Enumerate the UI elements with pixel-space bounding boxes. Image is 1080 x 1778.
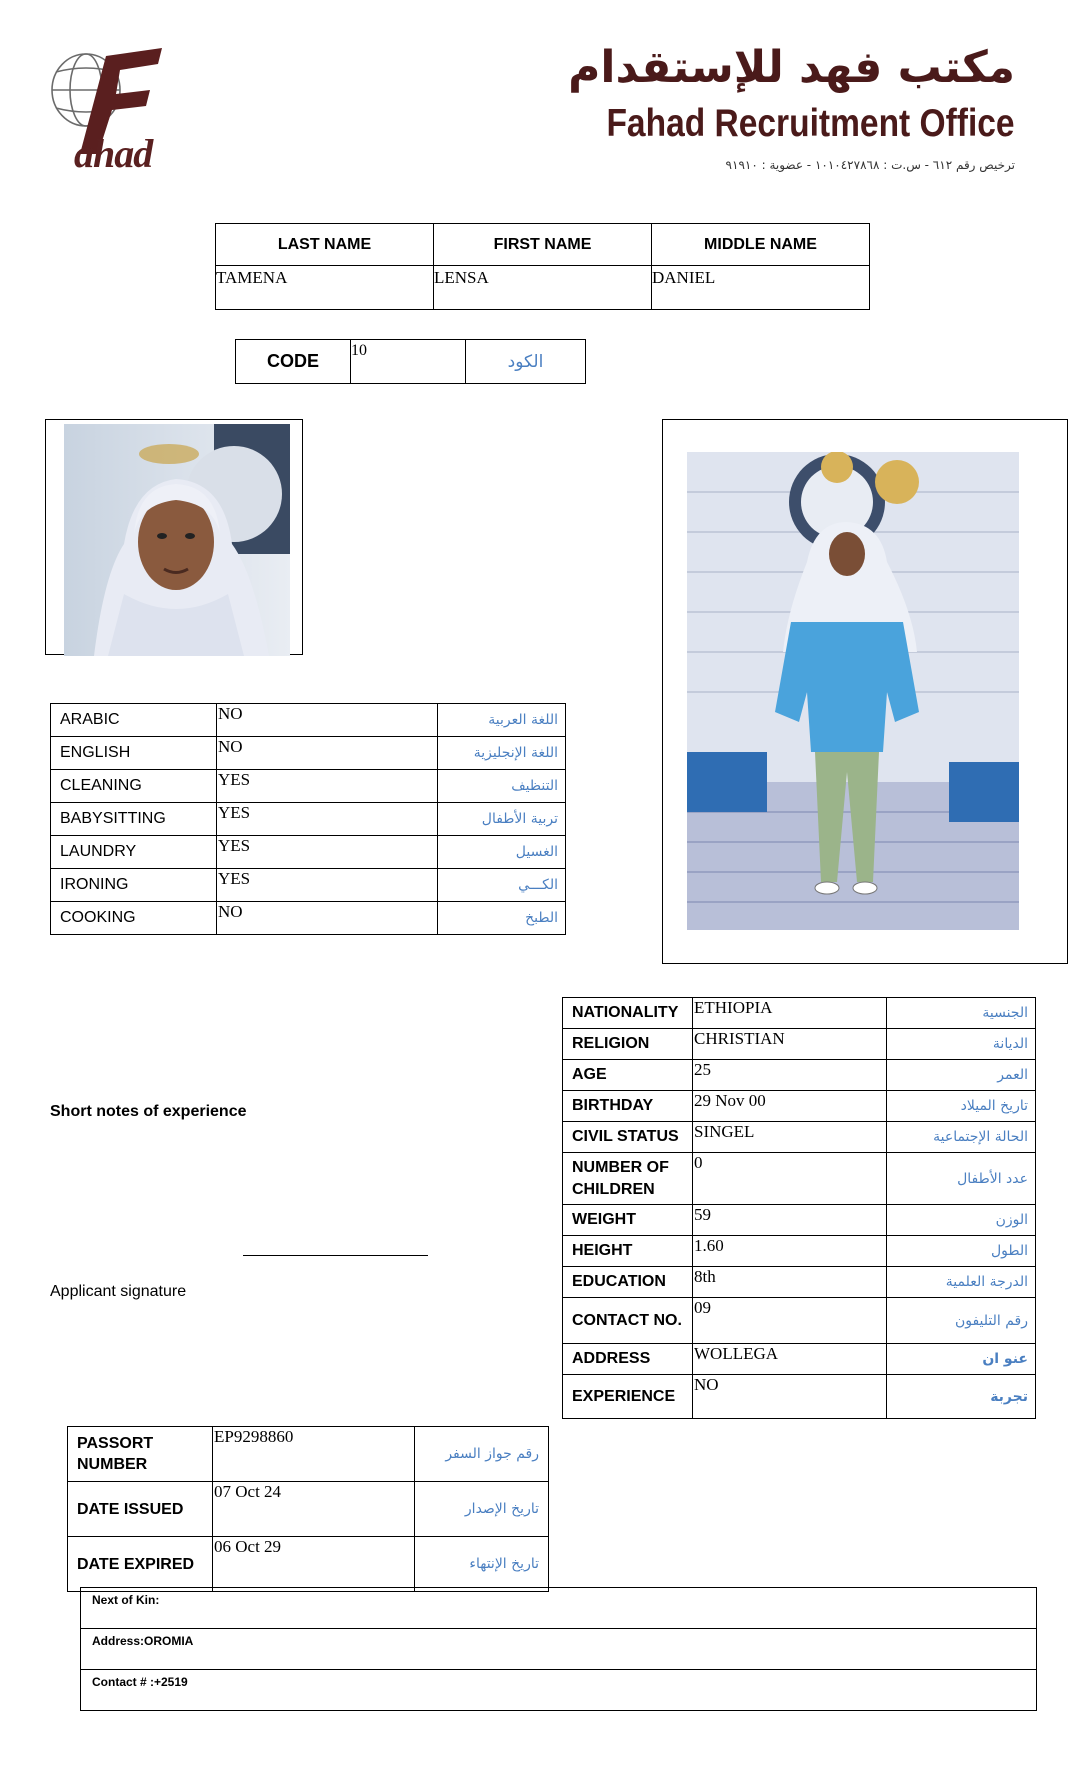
table-row	[81, 1670, 1037, 1711]
skill-label: LAUNDRY	[51, 836, 217, 869]
skill-label: ENGLISH	[51, 737, 217, 770]
info-label-arabic: عنو ان	[887, 1344, 1036, 1375]
passport-label-arabic: تاريخ الإنتهاء	[415, 1537, 549, 1592]
table-row	[51, 902, 566, 935]
info-label: NATIONALITY	[563, 998, 693, 1029]
code-label-arabic: الكود	[466, 340, 586, 384]
info-value: WOLLEGA	[693, 1344, 887, 1375]
table-row	[563, 1236, 1036, 1267]
info-label: EDUCATION	[563, 1267, 693, 1298]
table-row	[563, 1298, 1036, 1344]
personal-info-table	[562, 997, 1036, 1419]
table-row	[51, 869, 566, 902]
info-label-arabic: تاريخ الميلاد	[887, 1091, 1036, 1122]
info-value: 1.60	[693, 1236, 887, 1267]
skill-value: YES	[217, 803, 438, 836]
table-row	[563, 1122, 1036, 1153]
skill-label-arabic: الكـــي	[438, 869, 566, 902]
passport-label: DATE ISSUED	[68, 1482, 213, 1537]
passport-value: EP9298860	[213, 1427, 415, 1482]
table-row	[68, 1427, 549, 1482]
info-value: CHRISTIAN	[693, 1029, 887, 1060]
table-row	[51, 704, 566, 737]
skill-label: COOKING	[51, 902, 217, 935]
info-label-arabic: الوزن	[887, 1205, 1036, 1236]
info-label-arabic: الجنسية	[887, 998, 1036, 1029]
info-label: WEIGHT	[563, 1205, 693, 1236]
logo-script-text: ahad	[74, 131, 153, 176]
signature-label: Applicant signature	[50, 1283, 187, 1300]
last-name-header: LAST NAME	[216, 224, 434, 266]
info-label-arabic: الديانة	[887, 1029, 1036, 1060]
skill-label-arabic: اللغة الإنجليزية	[438, 737, 566, 770]
table-row	[563, 1060, 1036, 1091]
passport-label-arabic: تاريخ الإصدار	[415, 1482, 549, 1537]
info-label: EXPERIENCE	[563, 1375, 693, 1419]
passport-table	[67, 1426, 549, 1592]
first-name-header: FIRST NAME	[434, 224, 652, 266]
info-label: CIVIL STATUS	[563, 1122, 693, 1153]
first-name-value: LENSA	[434, 266, 652, 310]
passport-value: 06 Oct 29	[213, 1537, 415, 1592]
skill-label: BABYSITTING	[51, 803, 217, 836]
skill-label: ARABIC	[51, 704, 217, 737]
skill-label-arabic: الغسيل	[438, 836, 566, 869]
skill-label-arabic: اللغة العربية	[438, 704, 566, 737]
middle-name-value: DANIEL	[652, 266, 870, 310]
skill-value: NO	[217, 737, 438, 770]
table-row	[563, 1091, 1036, 1122]
table-row	[563, 1153, 1036, 1205]
name-value-row	[216, 266, 870, 310]
info-value: 25	[693, 1060, 887, 1091]
table-row	[81, 1629, 1037, 1670]
skill-value: YES	[217, 869, 438, 902]
code-row	[236, 340, 586, 384]
skill-value: YES	[217, 770, 438, 803]
table-row	[563, 1344, 1036, 1375]
next-of-kin-table	[80, 1587, 1037, 1711]
info-label-arabic: الحالة الإجتماعية	[887, 1122, 1036, 1153]
info-label-arabic: العمر	[887, 1060, 1036, 1091]
signature-line	[243, 1255, 428, 1256]
brand-name-arabic: مكتب فهد للإستقدام	[568, 42, 1015, 93]
brand-name-english: Fahad Recruitment Office	[606, 102, 1015, 145]
company-logo	[46, 44, 196, 176]
table-row	[68, 1537, 549, 1592]
info-value: 0	[693, 1153, 887, 1205]
table-row	[51, 803, 566, 836]
table-row	[51, 836, 566, 869]
info-value: 8th	[693, 1267, 887, 1298]
info-label-arabic: الطول	[887, 1236, 1036, 1267]
skill-value: NO	[217, 704, 438, 737]
skill-label-arabic: تربية الأطفال	[438, 803, 566, 836]
passport-label: DATE EXPIRED	[68, 1537, 213, 1592]
full-body-photo	[687, 452, 1019, 930]
table-row	[81, 1588, 1037, 1629]
info-value: ETHIOPIA	[693, 998, 887, 1029]
passport-label-arabic: رقم جواز السفر	[415, 1427, 549, 1482]
table-row	[563, 1205, 1036, 1236]
last-name-value: TAMENA	[216, 266, 434, 310]
name-table	[215, 223, 870, 310]
table-row	[51, 737, 566, 770]
experience-notes-title: Short notes of experience	[50, 1103, 247, 1120]
skill-label: CLEANING	[51, 770, 217, 803]
code-label: CODE	[236, 340, 351, 384]
skill-label: IRONING	[51, 869, 217, 902]
info-label-arabic: الدرجة العلمية	[887, 1267, 1036, 1298]
info-label: HEIGHT	[563, 1236, 693, 1267]
next-of-kin-label: Next of Kin:	[81, 1588, 1037, 1629]
skill-value: NO	[217, 902, 438, 935]
name-header-row	[216, 224, 870, 266]
skill-label-arabic: الطبخ	[438, 902, 566, 935]
kin-contact: Contact # :+2519	[81, 1670, 1037, 1711]
license-info: ترخيص رقم ٦١٢ - س.ت : ١٠١٠٤٢٧٨٦٨ - عضوية : ٩١٩١٠	[725, 158, 1015, 172]
skill-label-arabic: التنظيف	[438, 770, 566, 803]
skill-value: YES	[217, 836, 438, 869]
info-value: 59	[693, 1205, 887, 1236]
info-label: BIRTHDAY	[563, 1091, 693, 1122]
passport-label: PASSORT NUMBER	[68, 1427, 213, 1482]
info-label: RELIGION	[563, 1029, 693, 1060]
info-label: NUMBER OF CHILDREN	[563, 1153, 693, 1205]
table-row	[51, 770, 566, 803]
code-value: 10	[351, 340, 466, 384]
portrait-photo	[64, 424, 290, 656]
table-row	[563, 998, 1036, 1029]
skills-table	[50, 703, 566, 935]
info-value: 09	[693, 1298, 887, 1344]
info-label-arabic: عدد الأطفال	[887, 1153, 1036, 1205]
info-value: SINGEL	[693, 1122, 887, 1153]
table-row	[563, 1375, 1036, 1419]
table-row	[563, 1029, 1036, 1060]
info-label: CONTACT NO.	[563, 1298, 693, 1344]
info-label: AGE	[563, 1060, 693, 1091]
info-label-arabic: تجربة	[887, 1375, 1036, 1419]
passport-value: 07 Oct 24	[213, 1482, 415, 1537]
code-table	[235, 339, 586, 384]
info-label: ADDRESS	[563, 1344, 693, 1375]
kin-address: Address:OROMIA	[81, 1629, 1037, 1670]
middle-name-header: MIDDLE NAME	[652, 224, 870, 266]
table-row	[563, 1267, 1036, 1298]
info-value: 29 Nov 00	[693, 1091, 887, 1122]
info-label-arabic: رقم التليفون	[887, 1298, 1036, 1344]
table-row	[68, 1482, 549, 1537]
info-value: NO	[693, 1375, 887, 1419]
